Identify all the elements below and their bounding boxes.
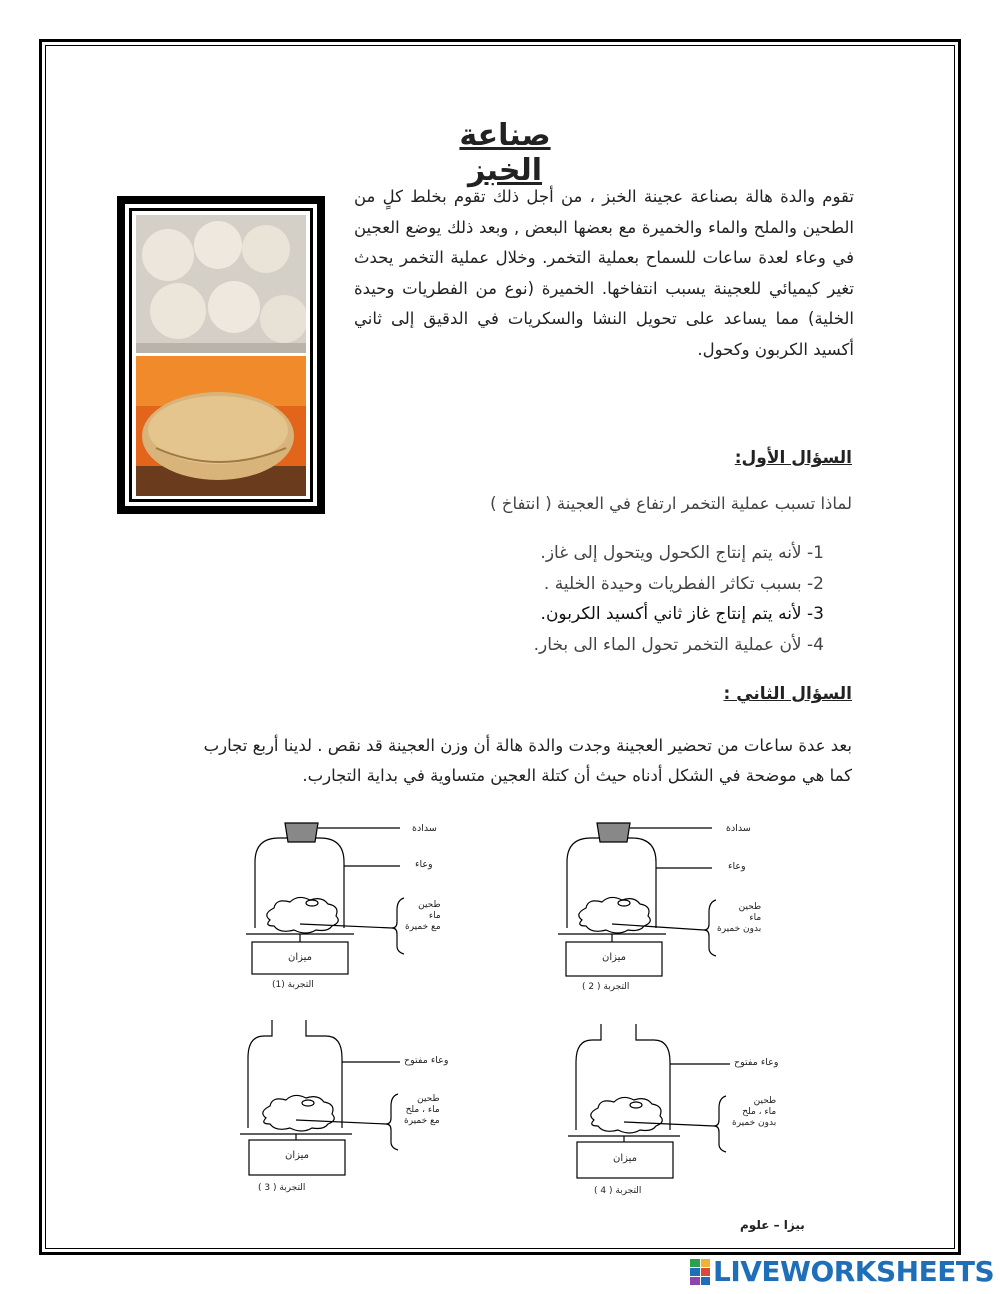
- question-2-heading: السؤال الثاني :: [723, 684, 852, 704]
- exp1-container-label: وعاء: [415, 859, 433, 870]
- exp4-container-label: وعاء مفتوح: [734, 1057, 779, 1068]
- liveworksheets-logo: [690, 1255, 994, 1288]
- option-4[interactable]: 4- لأن عملية التخمر تحول الماء الى بخار.: [533, 634, 824, 655]
- exp4-contents: طحين ماء ، ملح بدون خميرة: [732, 1096, 777, 1128]
- option-3[interactable]: 3- لأنه يتم إنتاج غاز ثاني أكسيد الكربون.: [540, 604, 824, 624]
- exp3-scale-label: ميزان: [284, 1150, 309, 1161]
- intro-paragraph: تقوم والدة هالة بصناعة عجينة الخبز ، من أجل ذلك تقوم بخلط كلٍ من الطحين والملح والماء والخميرة مع بعضها البعض , وبعد ذلك يوضع العجين في وعاء لعدة ساعات للسماح بعملية التخمر. وخلال عملية التخمر يحدث تغير كيميائي للعجينة يسبب انتفاخها. الخميرة (نوع من الفطريات وحيدة الخلية) مما يساعد على تحويل النشا والسكريات في الدقيق إلى ثاني أكسيد الكربون وكحول.: [354, 187, 854, 359]
- exp1-lid-label: سدادة: [412, 823, 437, 834]
- liveworksheets-logo-icon: [690, 1259, 710, 1285]
- question-1-heading: السؤال الأول:: [734, 448, 852, 468]
- exp2-lid-label: سدادة: [726, 823, 751, 834]
- exp2-caption: التجربة ( 2 ): [582, 982, 630, 992]
- exp4-scale-label: ميزان: [612, 1153, 637, 1164]
- liveworksheets-logo-text: LIVEWORKSHEETS: [713, 1255, 995, 1288]
- option-2[interactable]: 2- بسبب تكاثر الفطريات وحيدة الخلية .: [543, 573, 824, 594]
- exp1-caption: التجربة (1): [272, 980, 314, 990]
- exp2-contents: طحين ماء بدون خميرة: [717, 902, 762, 934]
- author-signature: بيزا – علوم: [740, 1218, 805, 1232]
- exp4-caption: التجربة ( 4 ): [594, 1186, 642, 1196]
- page-title: صناعة الخبز: [459, 118, 551, 188]
- question-2-text: بعد عدة ساعات من تحضير العجينة وجدت والدة هالة أن وزن العجينة قد نقص . لدينا أربع تجارب كما هي موضحة في الشكل أدناه حيث أن كتلة العجين متساوية في بداية التجارب.: [203, 736, 852, 785]
- exp3-container-label: وعاء مفتوح: [404, 1055, 449, 1066]
- exp2-scale-label: ميزان: [601, 952, 626, 963]
- exp2-container-label: وعاء: [728, 861, 746, 872]
- exp1-scale-label: ميزان: [287, 952, 312, 963]
- exp1-contents: طحين ماء مع خميرة: [405, 900, 441, 932]
- option-1[interactable]: 1- لأنه يتم إنتاج الكحول ويتحول إلى غاز.: [540, 543, 824, 563]
- exp3-contents: طحين ماء ، ملح مع خميرة: [404, 1094, 440, 1126]
- question-1-text: لماذا تسبب عملية التخمر ارتفاع في العجينة ( انتفاخ ): [490, 494, 852, 513]
- exp3-caption: التجربة ( 3 ): [258, 1183, 306, 1193]
